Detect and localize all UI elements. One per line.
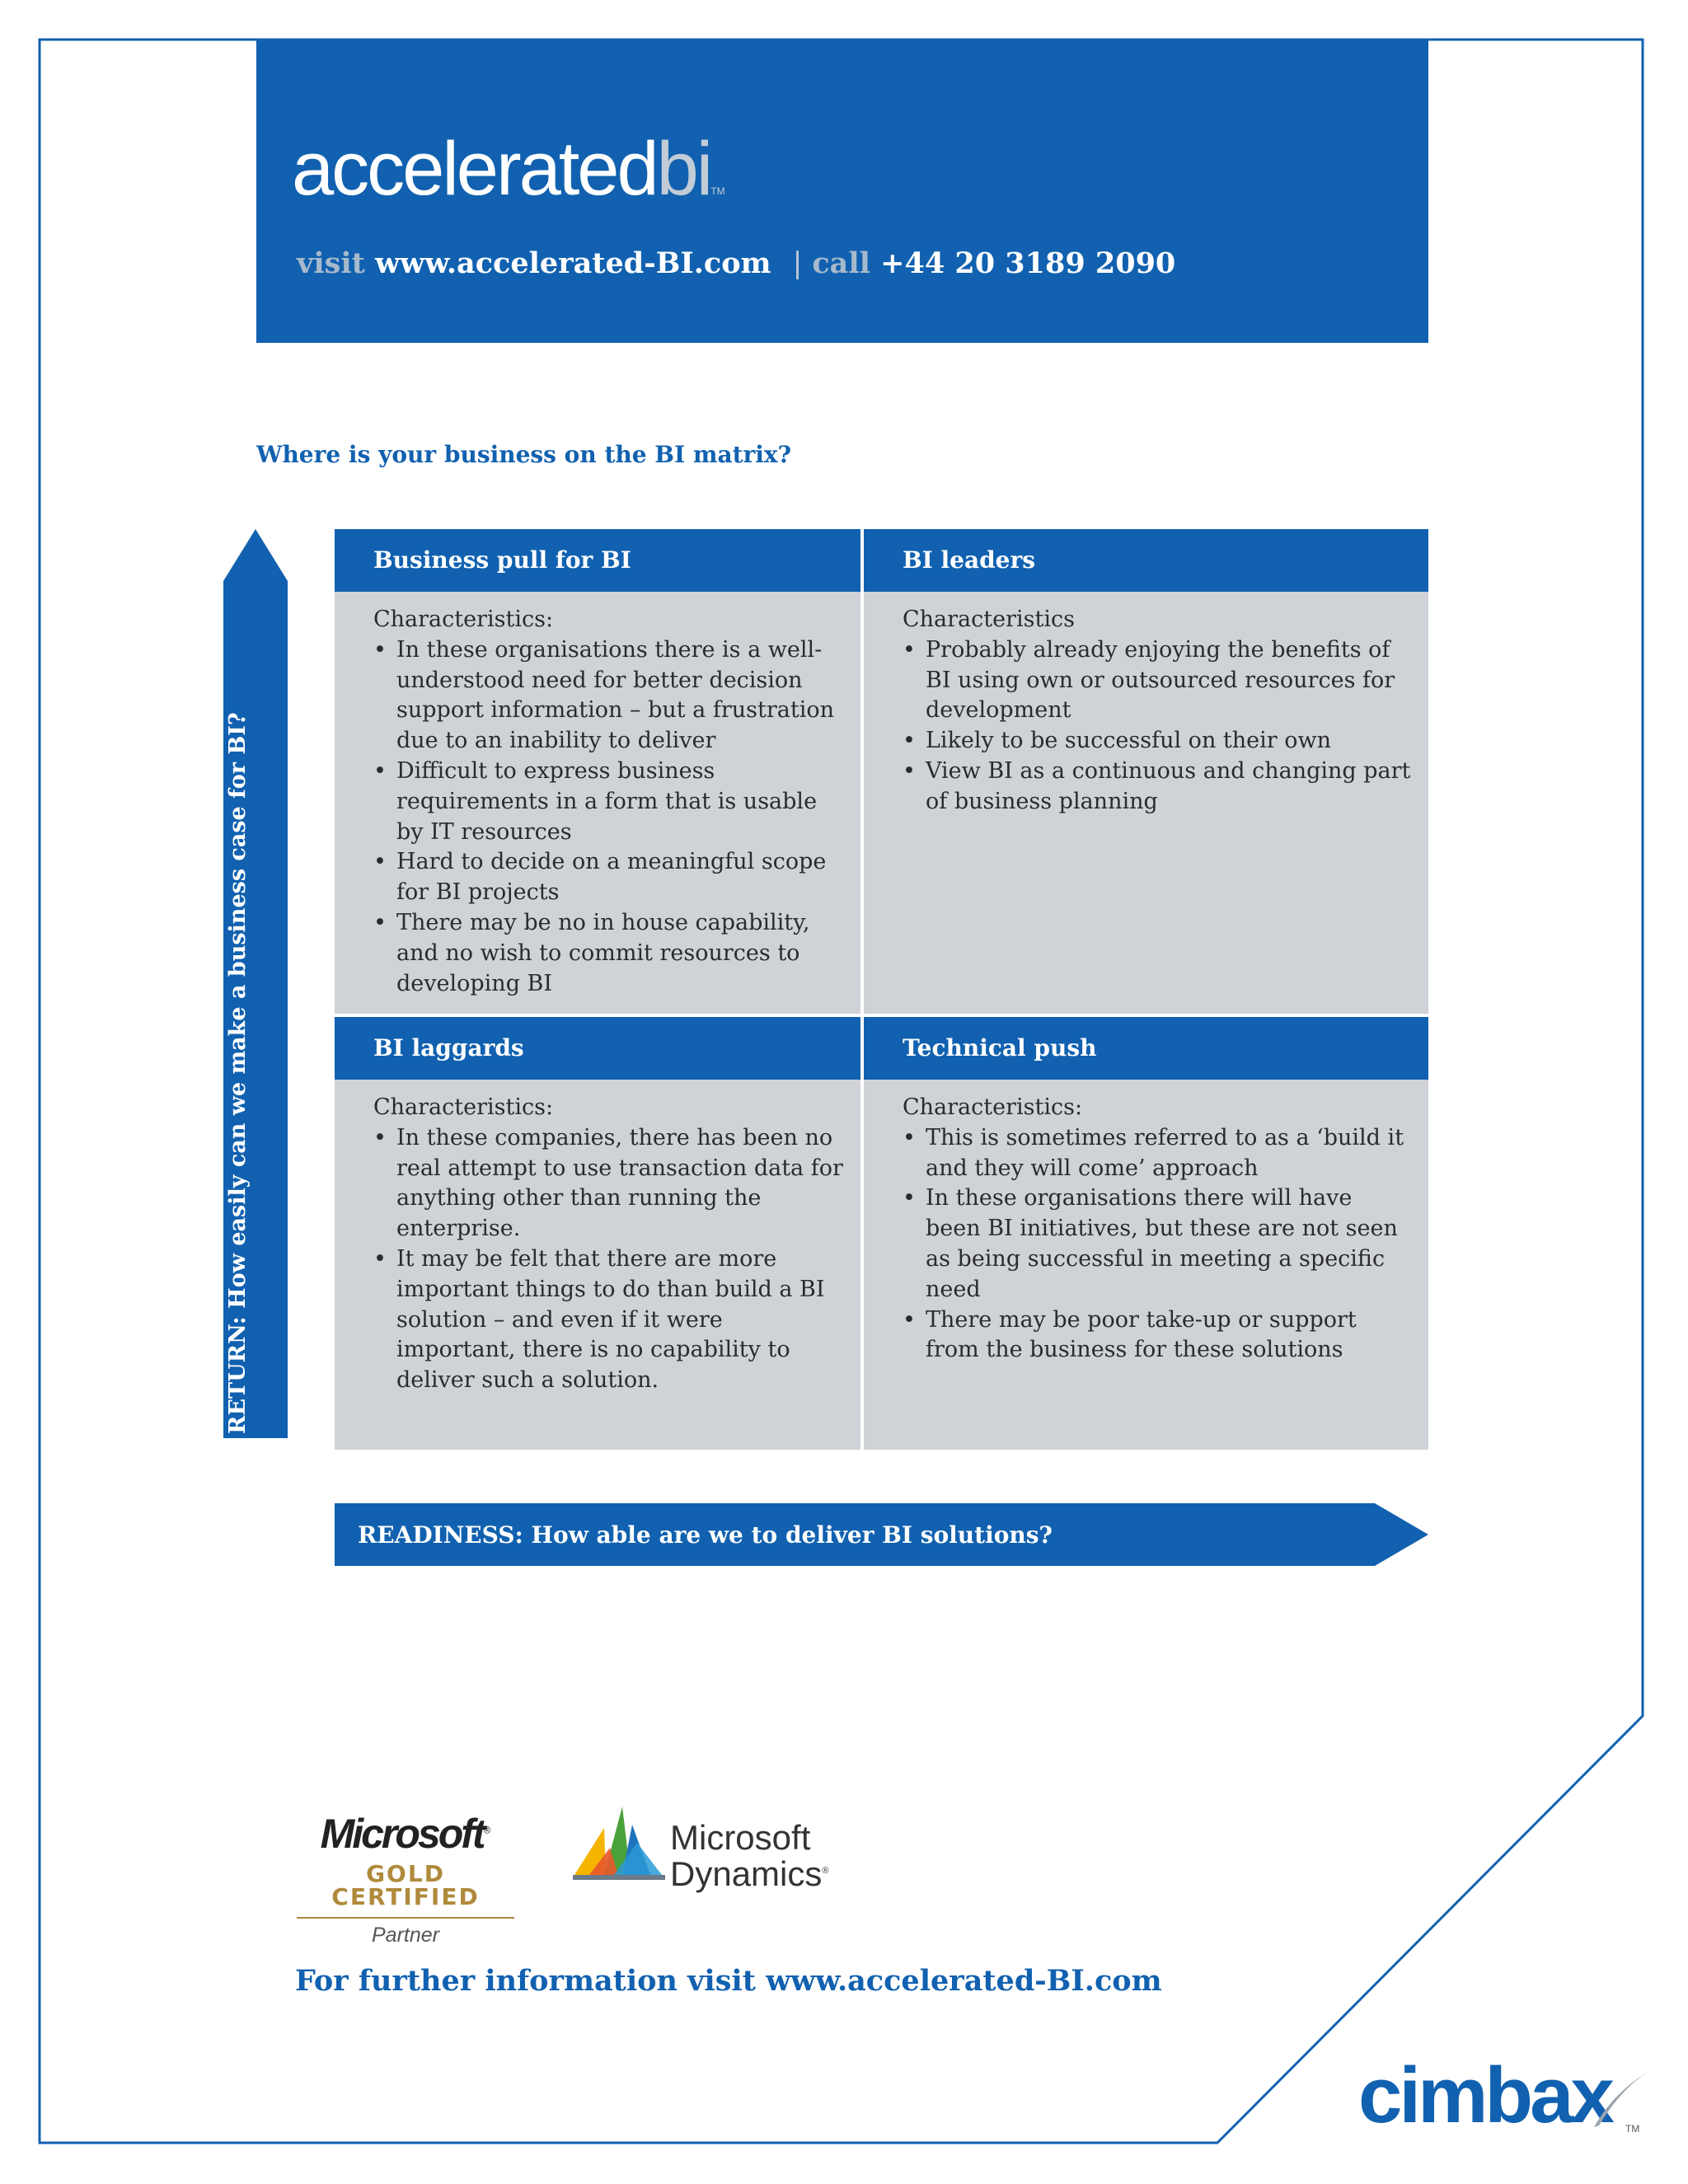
quadrant-body <box>864 1080 1428 1450</box>
characteristics-label: Characteristics <box>903 607 1075 632</box>
quadrant-body <box>335 1080 860 1450</box>
characteristics-list <box>373 635 844 1000</box>
partner-label: Partner <box>372 1924 439 1947</box>
quadrant-business-pull <box>335 529 860 1014</box>
quadrant-bi-leaders <box>864 529 1428 1014</box>
list-item: • In these organisations there will have been BI initiatives, but these are not seen as being successful in meeting a specific need <box>903 1183 1412 1305</box>
logo-main: accelerated <box>292 127 657 211</box>
list-item: • Difficult to express business requirements in a form that is usable by IT resources <box>373 757 844 847</box>
list-item: • In these companies, there has been no real attempt to use transaction data for anything other than running the enterprise. <box>373 1123 844 1244</box>
quadrant-bi-laggards <box>335 1017 860 1450</box>
list-item: • There may be no in house capability, and no wish to commit resources to developing BI <box>373 908 844 999</box>
quadrant-body <box>335 592 860 1014</box>
list-item: • It may be felt that there are more important things to do than build a BI solution – and even if it were important, there is no capability to deliver such a solution. <box>373 1244 844 1396</box>
list-item: • This is sometimes referred to as a ‘build it and they will come’ approach <box>903 1123 1412 1184</box>
registered-mark: ® <box>483 1824 491 1836</box>
list-item: • View BI as a continuous and changing part of business planning <box>903 757 1412 818</box>
logo-accent: bi <box>656 127 711 211</box>
dynamics-tm: ® <box>822 1866 829 1876</box>
dynamics-line-2-text: Dynamics <box>670 1854 823 1893</box>
microsoft-dynamics-logo <box>573 1797 837 1896</box>
dynamics-line-2 <box>670 1854 828 1891</box>
cimbax-tm: TM <box>1625 2123 1640 2135</box>
characteristics-list <box>373 1123 844 1396</box>
quadrant-title: BI laggards <box>335 1017 860 1080</box>
characteristics-list <box>903 635 1412 818</box>
return-axis-label: RETURN: How easily can we make a business case for BI? <box>225 712 251 1434</box>
dynamics-line-1: Microsoft <box>670 1818 811 1857</box>
gold-certified-label: GOLD CERTIFIED <box>331 1860 480 1910</box>
quadrant-title: Technical push <box>864 1017 1428 1080</box>
bi-matrix <box>335 529 1428 1450</box>
characteristics-label: Characteristics: <box>373 1094 554 1120</box>
dynamics-icon <box>573 1797 672 1896</box>
characteristics-label: Characteristics: <box>903 1094 1083 1120</box>
dynamics-wordmark <box>670 1818 829 1893</box>
phone-number[interactable]: +44 20 3189 2090 <box>880 246 1176 280</box>
list-item: • Probably already enjoying the benefits of BI using own or outsourced resources for development <box>903 635 1412 726</box>
visit-label: visit <box>297 246 365 280</box>
characteristics-list <box>903 1123 1412 1366</box>
quadrant-body <box>864 592 1428 1014</box>
logo-tm: TM <box>710 185 725 197</box>
quadrant-technical-push <box>864 1017 1428 1450</box>
cimbax-swoosh-icon <box>1591 2064 1657 2130</box>
matrix-question: Where is your business on the BI matrix? <box>256 441 792 468</box>
list-item: • Hard to decide on a meaningful scope for BI projects <box>373 847 844 908</box>
microsoft-wordmark-text: Microsoft <box>320 1811 484 1857</box>
further-info-text: For further information visit www.accelerated-BI.com <box>295 1964 1162 1998</box>
call-label: call <box>812 246 870 280</box>
list-item: • In these organisations there is a well-understood need for better decision support information – but a frustration due to an inability to deliver <box>373 635 844 757</box>
microsoft-wordmark <box>290 1811 521 1857</box>
cimbax-logo: cimbax <box>1358 2051 1611 2139</box>
contact-separator: | <box>792 247 803 280</box>
quadrant-title: Business pull for BI <box>335 529 860 592</box>
gold-rule <box>297 1917 514 1919</box>
list-item: • Likely to be successful on their own <box>903 726 1412 757</box>
microsoft-gold-partner-logo <box>290 1813 521 1947</box>
readiness-axis-label: READINESS: How able are we to deliver BI solutions? <box>358 1521 1053 1549</box>
characteristics-label: Characteristics: <box>373 607 554 632</box>
list-item: • There may be poor take-up or support from the business for these solutions <box>903 1305 1412 1366</box>
quadrant-title: BI leaders <box>864 529 1428 592</box>
website-link[interactable]: www.accelerated-BI.com <box>375 246 771 280</box>
